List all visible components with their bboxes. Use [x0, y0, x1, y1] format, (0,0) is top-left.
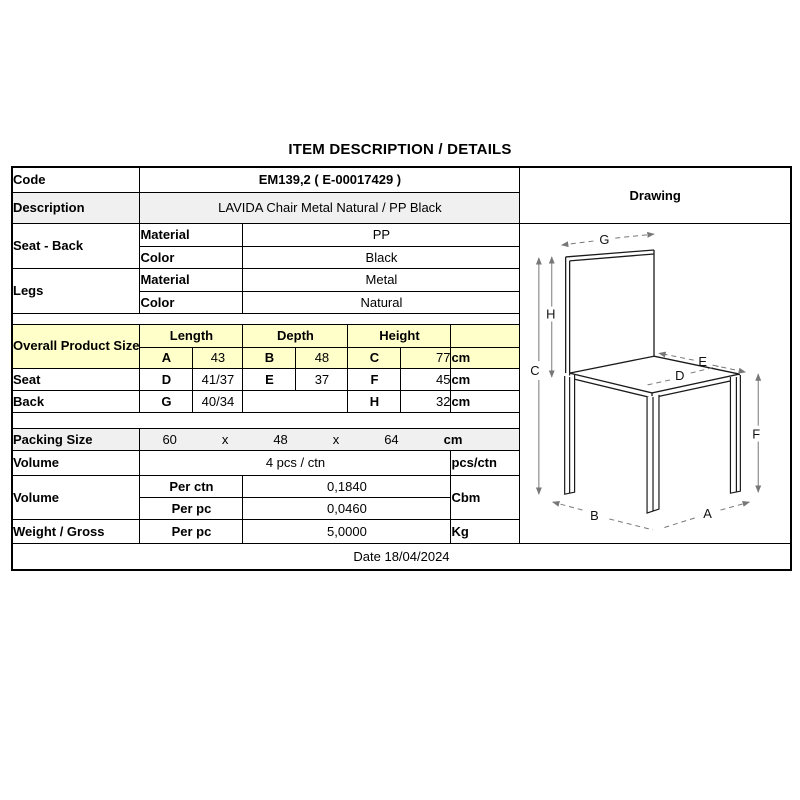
back-unit: cm [451, 390, 520, 412]
seat-label: Seat [12, 368, 140, 390]
overall-b-value: 48 [296, 347, 348, 368]
drawing-header: Drawing [520, 167, 791, 223]
page-title: ITEM DESCRIPTION / DETAILS [288, 141, 512, 158]
chair-drawing [520, 224, 789, 542]
packing-x1: x [221, 431, 229, 447]
back-h-value: 32 [401, 390, 451, 412]
packing-dim3: 64 [384, 431, 399, 447]
weight-label: Weight / Gross [12, 519, 140, 543]
dim-label-b: B [590, 507, 600, 523]
dim-label-f: F [752, 426, 761, 442]
back-h-key: H [348, 390, 401, 412]
seat-e-key: E [243, 368, 296, 390]
back-label: Back [12, 390, 140, 412]
legs-label: Legs [12, 268, 140, 313]
spacer-row [12, 313, 520, 324]
legs-material-value: Metal [243, 268, 520, 291]
volume-pcs-unit: pcs/ctn [451, 450, 520, 475]
dim-label-a: A [703, 505, 713, 521]
chair-back-panel [566, 250, 654, 373]
packing-size-values [140, 428, 520, 450]
weight-per-pc-label: Per pc [140, 519, 243, 543]
dim-label-g: G [599, 232, 610, 248]
seat-e-value: 37 [296, 368, 348, 390]
seat-unit: cm [451, 368, 520, 390]
size-header-empty-cell [451, 324, 520, 347]
volume-pcs-value: 4 pcs / ctn [140, 450, 451, 475]
dim-label-d: D [675, 368, 685, 384]
overall-a-key: A [140, 347, 193, 368]
drawing-cell [520, 223, 791, 543]
back-g-key: G [140, 390, 193, 412]
packing-dim1: 60 [162, 431, 177, 447]
overall-size-label: Overall Product Size [12, 324, 140, 368]
date-row: Date 18/04/2024 [12, 543, 791, 570]
packing-x2: x [332, 431, 340, 447]
legs-color-value: Natural [243, 291, 520, 313]
volume-label: Volume [12, 475, 140, 519]
code-label: Code [12, 167, 140, 192]
seat-back-material-value: PP [243, 223, 520, 246]
overall-a-value: 43 [193, 347, 243, 368]
legs-material-label: Material [140, 268, 243, 291]
seat-d-key: D [140, 368, 193, 390]
height-header: Height [348, 324, 451, 347]
volume-unit: Cbm [451, 475, 520, 519]
legs-color-label: Color [140, 291, 243, 313]
dim-label-h: H [546, 306, 556, 322]
length-header: Length [140, 324, 243, 347]
packing-unit: cm [443, 431, 463, 447]
weight-unit: Kg [451, 519, 520, 543]
volume-per-ctn-label: Per ctn [140, 475, 243, 497]
back-g-value: 40/34 [193, 390, 243, 412]
overall-unit: cm [451, 347, 520, 368]
seat-back-label: Seat - Back [12, 223, 140, 268]
seat-back-material-label: Material [140, 223, 243, 246]
description-label: Description [12, 192, 140, 223]
dim-label-c: C [530, 363, 540, 379]
dim-label-e: E [698, 354, 708, 370]
description-value: LAVIDA Chair Metal Natural / PP Black [140, 192, 520, 223]
volume-pcs-label: Volume [12, 450, 140, 475]
spacer-row [12, 412, 520, 428]
overall-c-key: C [348, 347, 401, 368]
volume-per-pc-value: 0,0460 [243, 497, 451, 519]
weight-value: 5,0000 [243, 519, 451, 543]
spec-table [11, 166, 792, 571]
packing-dim2: 48 [273, 431, 288, 447]
seat-f-value: 45 [401, 368, 451, 390]
volume-per-ctn-value: 0,1840 [243, 475, 451, 497]
seat-d-value: 41/37 [193, 368, 243, 390]
seat-back-color-label: Color [140, 246, 243, 268]
packing-size-label: Packing Size [12, 428, 140, 450]
volume-per-pc-label: Per pc [140, 497, 243, 519]
back-empty-cell [243, 390, 348, 412]
seat-back-color-value: Black [243, 246, 520, 268]
overall-b-key: B [243, 347, 296, 368]
code-value: EM139,2 ( E-00017429 ) [140, 167, 520, 192]
seat-f-key: F [348, 368, 401, 390]
depth-header: Depth [243, 324, 348, 347]
overall-c-value: 77 [401, 347, 451, 368]
chair-seat [570, 356, 740, 398]
